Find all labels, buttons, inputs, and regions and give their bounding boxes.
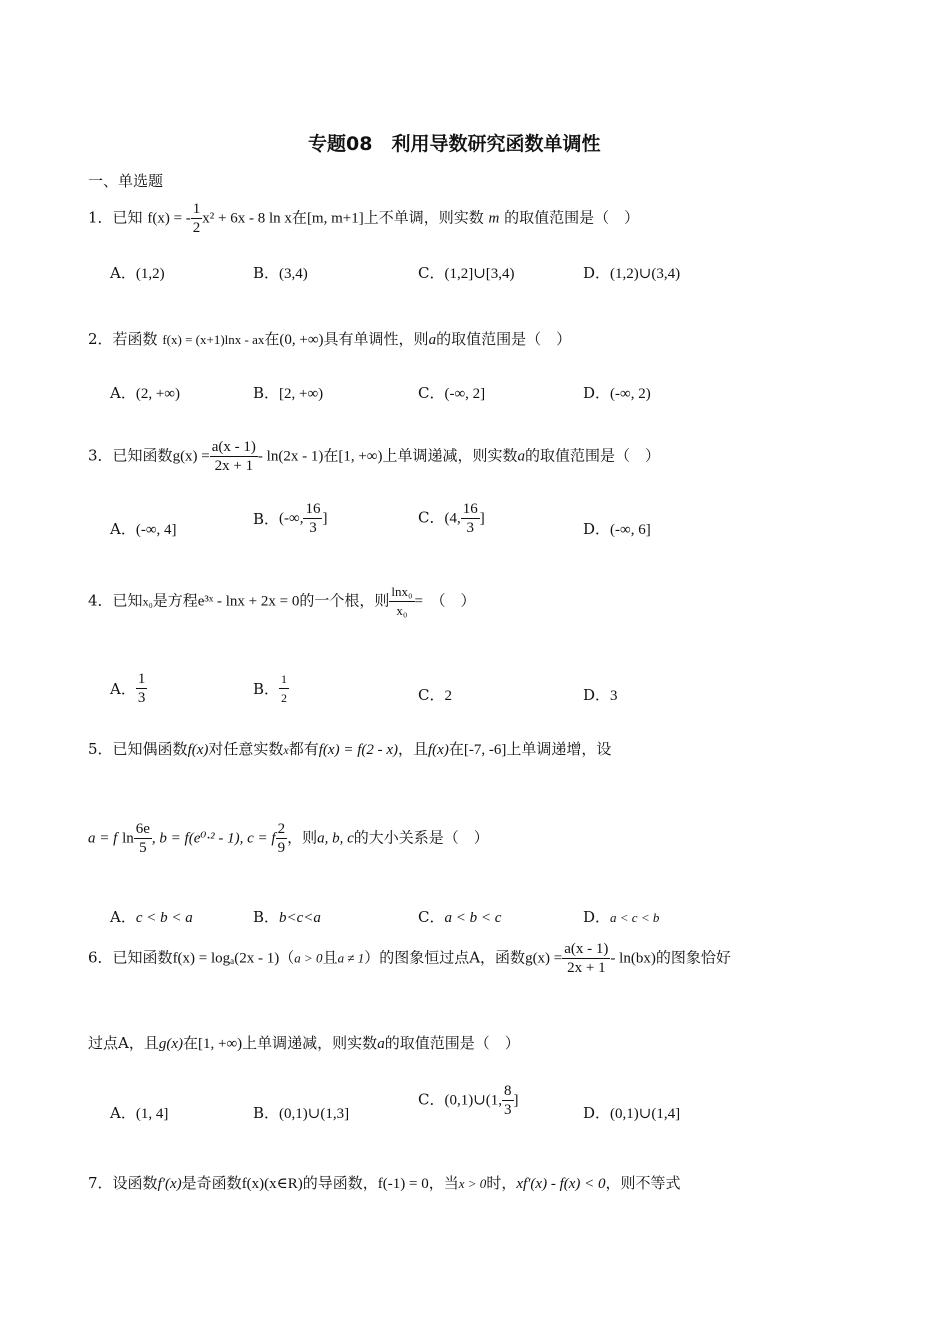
- option-b[interactable]: B．b<c<a: [253, 908, 321, 926]
- option-b[interactable]: B．[2, +∞): [253, 384, 324, 402]
- question-number: 7．: [88, 1174, 113, 1192]
- option-a[interactable]: A． $\frac{1}{3}$: [110, 671, 146, 706]
- option-d[interactable]: D．a < c < b: [583, 908, 660, 926]
- question-3: 3．已知函数g(x) = $\frac{a(x - 1)}{2x + 1}$ - ln(2x - 1)在[1, +∞)上单调递减，则实数a的取值范围是（ ）: [88, 439, 661, 474]
- option-d[interactable]: D．(-∞, 6]: [583, 520, 651, 538]
- option-b[interactable]: B． $\frac{1}{2}$: [253, 672, 288, 705]
- question-number: 3．: [88, 446, 113, 465]
- option-d[interactable]: D．(0,1)∪(1,4]: [583, 1104, 681, 1122]
- question-number: 6．: [88, 948, 113, 967]
- question-7: 7．设函数f′(x)是奇函数f(x)(x∈R)的导函数，f(-1) = 0，当x > 0时，xf′(x) - f(x) < 0，则不等式: [88, 1174, 681, 1192]
- question-number: 4．: [88, 591, 113, 610]
- question-5-line-2: a = f ln $\frac{6e}{5}$ , b = f(e⁰·² - 1), c = f $\frac{2}{9}$ ，则a, b, c的大小关系是（ ）: [88, 821, 489, 856]
- fraction: $\frac{\text{lnx₀}}{\text{x₀}}$: [391, 584, 413, 618]
- option-b[interactable]: B．(-∞, $\frac{16}{3}$ ]: [253, 501, 328, 536]
- question-2: 2．若函数 f(x) = (x+1)lnx - ax在(0, +∞)具有单调性，则a的取值范围是（ ）: [88, 330, 572, 348]
- formula: f(x) = -: [147, 210, 191, 227]
- section-heading: 一、单选题: [88, 172, 164, 190]
- option-d[interactable]: D．3: [583, 686, 618, 704]
- option-b[interactable]: B．(3,4): [253, 264, 308, 282]
- fraction: $\frac{a(x - 1)}{2x + 1}$: [211, 439, 256, 474]
- option-a[interactable]: A．(2, +∞): [110, 384, 180, 402]
- option-d[interactable]: D．(1,2)∪(3,4): [583, 264, 681, 282]
- option-b[interactable]: B．(0,1)∪(1,3]: [253, 1104, 350, 1122]
- question-number: 2．: [88, 330, 113, 348]
- page-title: 专题08 利用导数研究函数单调性: [308, 133, 601, 155]
- question-1: 1．已知 f(x) = - $\frac{1}{2}$ x² + 6x - 8 ln x在[m, m+1]上不单调，则实数 m 的取值范围是（ ）: [88, 201, 640, 236]
- question-5: 5．已知偶函数f(x)对任意实数x都有f(x) = f(2 - x)，且f(x)在[-7, -6]上单调递增，设: [88, 740, 612, 758]
- option-a[interactable]: A．(-∞, 4]: [110, 520, 177, 538]
- option-c[interactable]: C．a < b < c: [418, 908, 502, 926]
- option-c[interactable]: C．2: [418, 686, 452, 704]
- fraction: $\frac{1}{2}$: [192, 201, 201, 236]
- question-number: 1．: [88, 208, 113, 227]
- question-6: 6．已知函数f(x) = logₐ(2x - 1)（a > 0且a ≠ 1）的图象恒过点A，函数g(x) = $\frac{a(x - 1)}{2x + 1}$ - ln(bx)的图象恰好: [88, 941, 731, 976]
- option-a[interactable]: A．(1, 4]: [110, 1104, 169, 1122]
- option-c[interactable]: C．(0,1)∪(1, $\frac{8}{3}$ ]: [418, 1083, 519, 1118]
- option-c[interactable]: C．(-∞, 2]: [418, 384, 486, 402]
- question-6-line-2: 过点A，且g(x)在[1, +∞)上单调递减，则实数a的取值范围是（ ）: [88, 1034, 520, 1052]
- option-c[interactable]: C．(1,2]∪[3,4): [418, 264, 515, 282]
- option-c[interactable]: C．(4, $\frac{16}{3}$ ]: [418, 501, 485, 536]
- option-a[interactable]: A．(1,2): [110, 264, 165, 282]
- question-4: 4．已知x₀是方程e³ˣ - lnx + 2x = 0的一个根，则 $\frac{\text{lnx₀}}{\text{x₀}}$ = （ ）: [88, 584, 476, 618]
- question-number: 5．: [88, 740, 113, 758]
- option-d[interactable]: D．(-∞, 2): [583, 384, 651, 402]
- option-a[interactable]: A．c < b < a: [110, 908, 193, 926]
